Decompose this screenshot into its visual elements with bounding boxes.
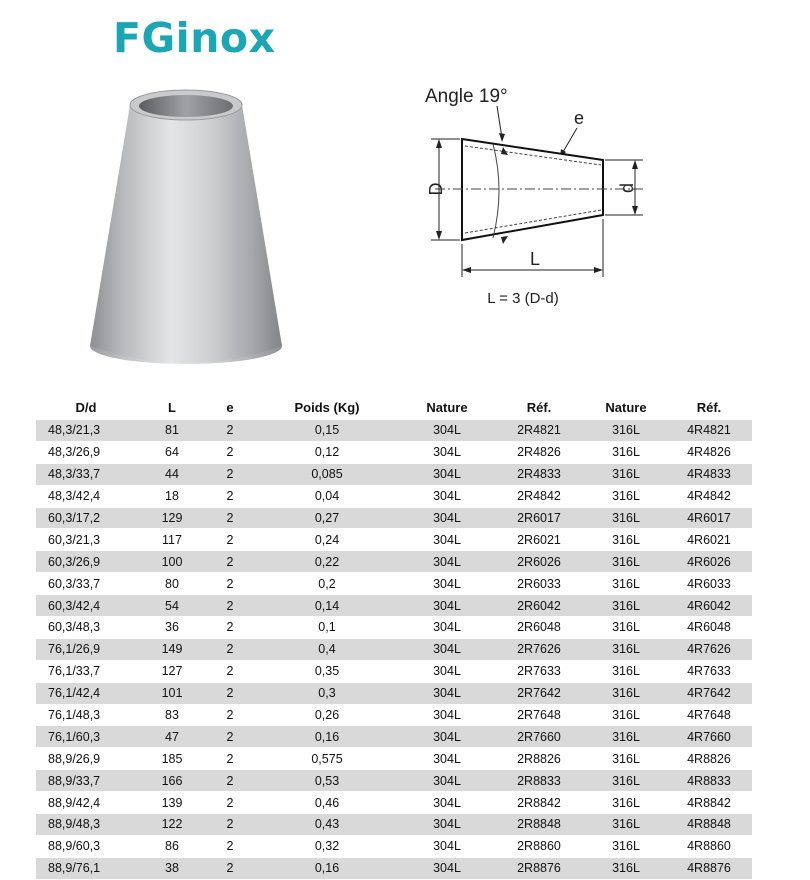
cell-ref-316: 4R8860 (666, 835, 752, 857)
cell-e: 2 (208, 660, 252, 682)
cell-nature-316: 316L (586, 463, 666, 485)
cell-nature-316: 316L (586, 638, 666, 660)
cell-dd: 60,3/17,2 (36, 507, 136, 529)
cell-nature-316: 316L (586, 507, 666, 529)
cell-dd: 60,3/48,3 (36, 617, 136, 639)
cell-ref-316: 4R8826 (666, 748, 752, 770)
cell-poids: 0,04 (252, 485, 402, 507)
cell-nature-304: 304L (402, 682, 492, 704)
cell-l: 86 (136, 835, 208, 857)
cell-nature-316: 316L (586, 814, 666, 836)
cell-nature-316: 316L (586, 595, 666, 617)
cell-poids: 0,575 (252, 748, 402, 770)
cell-ref-304: 2R6021 (492, 529, 586, 551)
cell-nature-316: 316L (586, 485, 666, 507)
cell-poids: 0,32 (252, 835, 402, 857)
cell-poids: 0,35 (252, 660, 402, 682)
cell-l: 18 (136, 485, 208, 507)
cell-l: 166 (136, 770, 208, 792)
cell-ref-304: 2R7626 (492, 638, 586, 660)
cell-dd: 88,9/60,3 (36, 835, 136, 857)
col-header-l: L (168, 399, 176, 415)
cell-ref-304: 2R7642 (492, 682, 586, 704)
cell-poids: 0,46 (252, 792, 402, 814)
cell-l: 129 (136, 507, 208, 529)
cell-poids: 0,2 (252, 573, 402, 595)
cell-nature-316: 316L (586, 682, 666, 704)
cell-l: 149 (136, 638, 208, 660)
cell-nature-304: 304L (402, 617, 492, 639)
cell-nature-316: 316L (586, 835, 666, 857)
cell-e: 2 (208, 704, 252, 726)
cell-e: 2 (208, 792, 252, 814)
cell-ref-316: 4R8876 (666, 857, 752, 879)
cell-ref-304: 2R4833 (492, 463, 586, 485)
cell-ref-316: 4R8842 (666, 792, 752, 814)
col-header-dd: D/d (75, 399, 97, 415)
cell-nature-316: 316L (586, 792, 666, 814)
dimensions-table (36, 394, 752, 880)
cell-poids: 0,12 (252, 441, 402, 463)
cell-e: 2 (208, 814, 252, 836)
cell-dd: 76,1/26,9 (36, 638, 136, 660)
cell-ref-316: 4R6033 (666, 573, 752, 595)
cell-l: 101 (136, 682, 208, 704)
cell-e: 2 (208, 441, 252, 463)
cell-ref-316: 4R4842 (666, 485, 752, 507)
cell-ref-316: 4R6048 (666, 617, 752, 639)
cell-dd: 88,9/33,7 (36, 770, 136, 792)
cell-l: 36 (136, 617, 208, 639)
cell-ref-316: 4R8833 (666, 770, 752, 792)
cell-poids: 0,22 (252, 551, 402, 573)
cell-ref-304: 2R4821 (492, 420, 586, 441)
cell-ref-316: 4R7633 (666, 660, 752, 682)
cell-nature-304: 304L (402, 660, 492, 682)
cell-ref-304: 2R7660 (492, 726, 586, 748)
cell-ref-304: 2R6048 (492, 617, 586, 639)
cell-l: 81 (136, 420, 208, 441)
cell-dd: 88,9/26,9 (36, 748, 136, 770)
cell-poids: 0,14 (252, 595, 402, 617)
thickness-e-label: e (574, 108, 585, 128)
table-row (36, 835, 752, 857)
cell-nature-304: 304L (402, 835, 492, 857)
cell-ref-304: 2R8860 (492, 835, 586, 857)
cell-poids: 0,24 (252, 529, 402, 551)
cell-poids: 0,26 (252, 704, 402, 726)
cell-nature-304: 304L (402, 638, 492, 660)
cell-nature-316: 316L (586, 770, 666, 792)
cell-nature-316: 316L (586, 704, 666, 726)
table-row (36, 507, 752, 529)
cell-e: 2 (208, 617, 252, 639)
cell-ref-304: 2R6026 (492, 551, 586, 573)
cell-e: 2 (208, 638, 252, 660)
cell-e: 2 (208, 485, 252, 507)
cell-e: 2 (208, 726, 252, 748)
cell-nature-304: 304L (402, 573, 492, 595)
cell-nature-304: 304L (402, 485, 492, 507)
cell-dd: 76,1/42,4 (36, 682, 136, 704)
cell-e: 2 (208, 551, 252, 573)
cell-nature-304: 304L (402, 420, 492, 441)
cell-dd: 60,3/21,3 (36, 529, 136, 551)
cell-dd: 76,1/48,3 (36, 704, 136, 726)
cell-e: 2 (208, 857, 252, 879)
cell-e: 2 (208, 770, 252, 792)
cell-poids: 0,3 (252, 682, 402, 704)
table-row (36, 551, 752, 573)
cell-poids: 0,53 (252, 770, 402, 792)
cell-ref-316: 4R7660 (666, 726, 752, 748)
cell-nature-304: 304L (402, 441, 492, 463)
table-row (36, 420, 752, 441)
cell-ref-316: 4R6042 (666, 595, 752, 617)
cell-nature-304: 304L (402, 857, 492, 879)
table-row (36, 463, 752, 485)
length-L-label: L (529, 249, 541, 269)
cell-e: 2 (208, 463, 252, 485)
cell-nature-316: 316L (586, 441, 666, 463)
cell-ref-316: 4R7642 (666, 682, 752, 704)
cell-poids: 0,16 (252, 726, 402, 748)
cell-l: 38 (136, 857, 208, 879)
col-header-poids: Poids (Kg) (294, 399, 360, 415)
cell-ref-316: 4R6026 (666, 551, 752, 573)
cell-poids: 0,1 (252, 617, 402, 639)
cell-e: 2 (208, 507, 252, 529)
reducer-dimension-diagram (405, 72, 665, 322)
col-header-ref-304: Réf. (526, 399, 552, 415)
cell-l: 117 (136, 529, 208, 551)
table-row (36, 441, 752, 463)
cell-dd: 88,9/48,3 (36, 814, 136, 836)
cell-ref-316: 4R7648 (666, 704, 752, 726)
cell-l: 54 (136, 595, 208, 617)
cell-ref-316: 4R4826 (666, 441, 752, 463)
cell-dd: 48,3/26,9 (36, 441, 136, 463)
cell-ref-316: 4R4833 (666, 463, 752, 485)
col-header-nature-304: Nature (426, 399, 468, 415)
cell-nature-304: 304L (402, 595, 492, 617)
cell-poids: 0,15 (252, 420, 402, 441)
cell-ref-304: 2R7633 (492, 660, 586, 682)
cell-ref-304: 2R6042 (492, 595, 586, 617)
col-header-e: e (226, 399, 234, 415)
table-row (36, 770, 752, 792)
diameter-d-label: d (617, 182, 637, 194)
cell-l: 122 (136, 814, 208, 836)
table-row (36, 682, 752, 704)
cell-nature-316: 316L (586, 551, 666, 573)
cell-ref-316: 4R4821 (666, 420, 752, 441)
cell-e: 2 (208, 420, 252, 441)
cell-dd: 60,3/33,7 (36, 573, 136, 595)
cell-poids: 0,085 (252, 463, 402, 485)
table-row (36, 595, 752, 617)
cell-e: 2 (208, 529, 252, 551)
cell-ref-304: 2R6017 (492, 507, 586, 529)
cell-e: 2 (208, 835, 252, 857)
cell-nature-304: 304L (402, 770, 492, 792)
table-row (36, 792, 752, 814)
cell-ref-304: 2R8826 (492, 748, 586, 770)
cell-ref-304: 2R4826 (492, 441, 586, 463)
cell-dd: 60,3/26,9 (36, 551, 136, 573)
cell-nature-304: 304L (402, 529, 492, 551)
table-row (36, 704, 752, 726)
cell-ref-304: 2R8833 (492, 770, 586, 792)
table-row (36, 529, 752, 551)
cell-l: 139 (136, 792, 208, 814)
cell-dd: 76,1/60,3 (36, 726, 136, 748)
cell-nature-316: 316L (586, 420, 666, 441)
cell-nature-304: 304L (402, 792, 492, 814)
cell-ref-304: 2R8876 (492, 857, 586, 879)
cell-ref-316: 4R6017 (666, 507, 752, 529)
brand-logo: FGinox (113, 14, 276, 62)
table-row (36, 573, 752, 595)
cell-nature-304: 304L (402, 748, 492, 770)
cell-l: 64 (136, 441, 208, 463)
cell-e: 2 (208, 595, 252, 617)
cell-ref-304: 2R6033 (492, 573, 586, 595)
table-row (36, 617, 752, 639)
cell-ref-304: 2R7648 (492, 704, 586, 726)
cell-dd: 48,3/42,4 (36, 485, 136, 507)
cell-l: 83 (136, 704, 208, 726)
cell-e: 2 (208, 573, 252, 595)
cell-ref-316: 4R7626 (666, 638, 752, 660)
diameter-D-label: D (426, 182, 446, 196)
table-row (36, 857, 752, 879)
angle-label: Angle 19° (425, 86, 508, 107)
cell-ref-304: 2R8842 (492, 792, 586, 814)
table-row (36, 748, 752, 770)
table-header-row (36, 394, 752, 420)
table-row (36, 660, 752, 682)
cell-nature-316: 316L (586, 660, 666, 682)
cell-nature-316: 316L (586, 857, 666, 879)
cell-nature-304: 304L (402, 463, 492, 485)
col-header-ref-316: Réf. (696, 399, 722, 415)
cell-dd: 48,3/21,3 (36, 420, 136, 441)
cell-l: 47 (136, 726, 208, 748)
cell-nature-316: 316L (586, 726, 666, 748)
length-formula: L = 3 (D-d) (487, 290, 559, 307)
cell-l: 185 (136, 748, 208, 770)
cell-nature-304: 304L (402, 704, 492, 726)
cell-ref-304: 2R4842 (492, 485, 586, 507)
cell-l: 127 (136, 660, 208, 682)
cell-nature-316: 316L (586, 748, 666, 770)
table-row (36, 485, 752, 507)
table-row (36, 638, 752, 660)
cell-nature-304: 304L (402, 726, 492, 748)
col-header-nature-316: Nature (605, 399, 647, 415)
cell-dd: 88,9/42,4 (36, 792, 136, 814)
cell-dd: 88,9/76,1 (36, 857, 136, 879)
cell-nature-304: 304L (402, 814, 492, 836)
cell-dd: 60,3/42,4 (36, 595, 136, 617)
cell-nature-316: 316L (586, 573, 666, 595)
cell-dd: 76,1/33,7 (36, 660, 136, 682)
cell-nature-304: 304L (402, 551, 492, 573)
table-row (36, 814, 752, 836)
reducer-product-image (86, 80, 286, 385)
cell-nature-304: 304L (402, 507, 492, 529)
cell-e: 2 (208, 682, 252, 704)
cell-ref-316: 4R6021 (666, 529, 752, 551)
cell-ref-316: 4R8848 (666, 814, 752, 836)
cell-nature-316: 316L (586, 529, 666, 551)
cell-ref-304: 2R8848 (492, 814, 586, 836)
cell-poids: 0,27 (252, 507, 402, 529)
cell-dd: 48,3/33,7 (36, 463, 136, 485)
cell-poids: 0,43 (252, 814, 402, 836)
cell-l: 100 (136, 551, 208, 573)
cell-nature-316: 316L (586, 617, 666, 639)
table-row (36, 726, 752, 748)
cell-l: 80 (136, 573, 208, 595)
cell-l: 44 (136, 463, 208, 485)
cell-e: 2 (208, 748, 252, 770)
cell-poids: 0,4 (252, 638, 402, 660)
cell-poids: 0,16 (252, 857, 402, 879)
